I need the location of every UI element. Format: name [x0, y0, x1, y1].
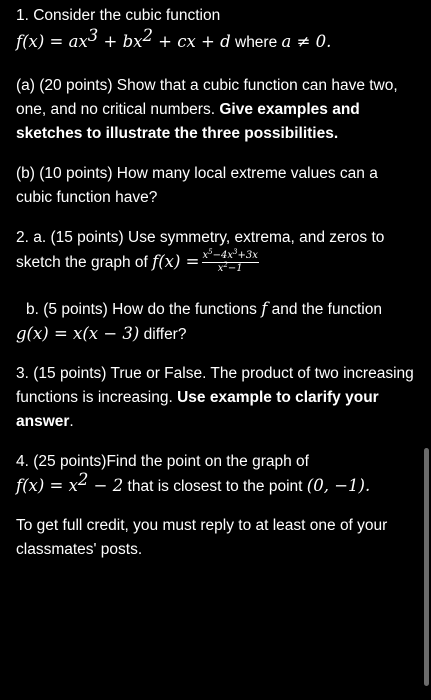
q1-part-a: (a) (20 points) Show that a cubic function can have two, one, and no critical numbers. Give examples and sketches to illustrate the three possibilities.	[16, 77, 398, 142]
footer-note: To get full credit, you must reply to at least one of your classmates' posts.	[16, 517, 388, 558]
q2-part-a: 2. a. (15 points) Use symmetry, extrema, and zeros to sketch the graph of f(x) = $\frac{x^5-4x^3+3x}{x^2-1}$	[16, 229, 385, 275]
q3: 3. (15 points) True or False. The product of two increasing functions is increasing. Use example to clarify your answer.	[16, 365, 414, 430]
scrollbar[interactable]	[424, 448, 429, 686]
q1-function: $f(x) = ax^3 + bx^2$ + cx + d where a ≠ 0.	[16, 26, 332, 51]
q1-part-b: (b) (10 points) How many local extreme values can a cubic function have?	[16, 165, 378, 206]
q1-intro: 1. Consider the cubic function	[16, 7, 221, 24]
q4: 4. (25 points)Find the point on the graph of $f(x) = x^2 - 2$ that is closest to the point (0, −1).	[16, 453, 371, 495]
fraction: $\frac{x^5-4x^3+3x}{x^2-1}$	[202, 248, 258, 275]
q2-part-b: b. (5 points) How do the functions f and the function g(x) = x(x − 3) differ?	[16, 299, 382, 343]
